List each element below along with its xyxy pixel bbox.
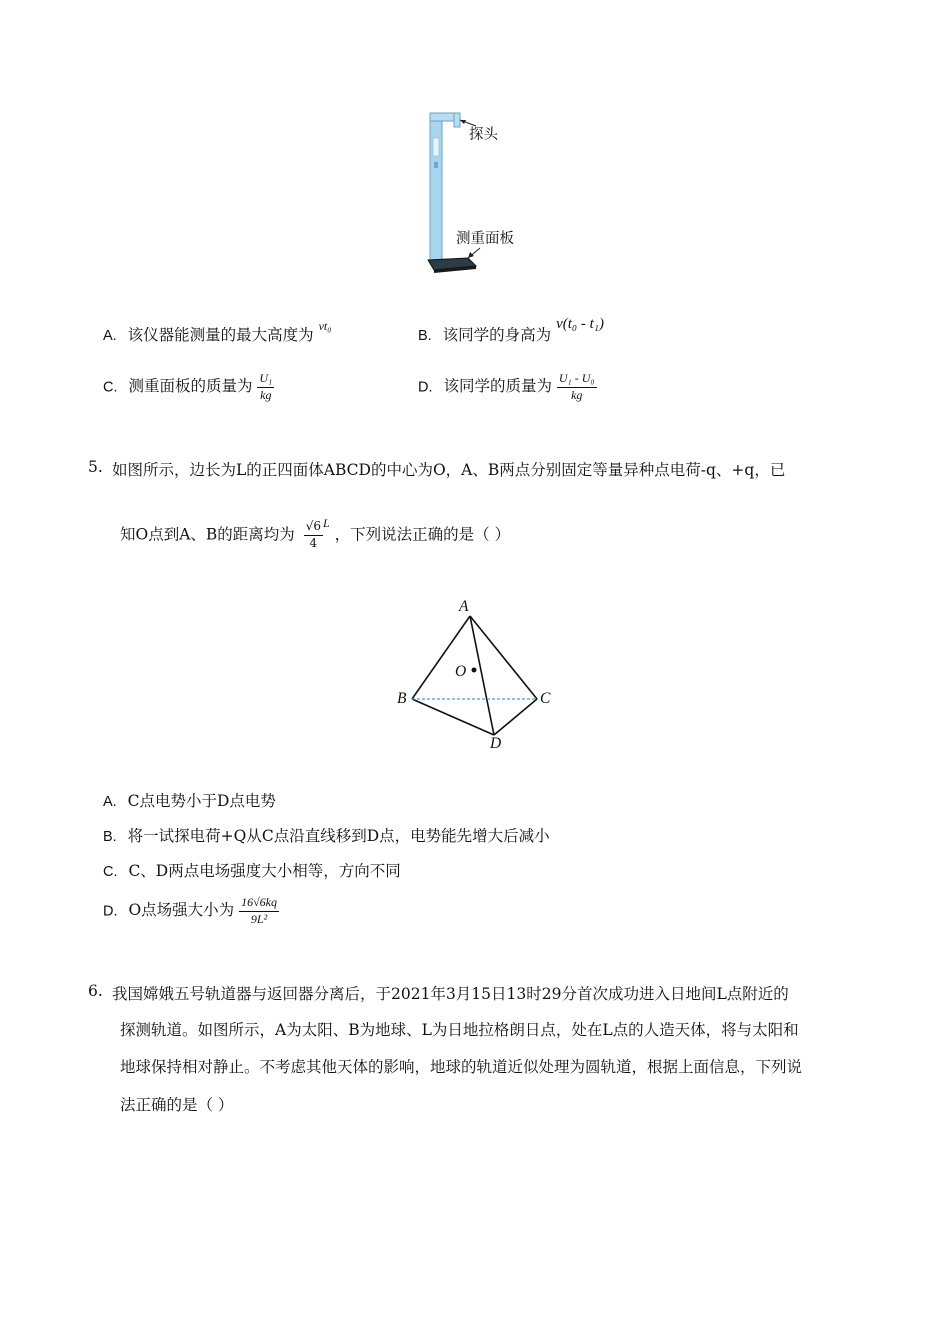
q5-option-d bbox=[103, 896, 279, 927]
vertex-label-b: B bbox=[397, 690, 407, 707]
option-letter: A. bbox=[103, 794, 117, 810]
edge-bd bbox=[412, 699, 494, 735]
fraction-numerator: √6 bbox=[304, 520, 323, 536]
option-text: 该仪器能测量的最大高度为 bbox=[127, 326, 314, 344]
edge-ac bbox=[470, 616, 537, 699]
q5-option-a bbox=[103, 789, 276, 811]
option-text: O点场强大小为 bbox=[128, 901, 235, 920]
option-text: 该同学的质量为 bbox=[443, 377, 552, 396]
stem-text: 知O点到A、B的距离均为 bbox=[120, 525, 295, 544]
center-point-o bbox=[472, 668, 477, 673]
fraction-denominator: 4 bbox=[309, 535, 318, 550]
q4-option-c bbox=[103, 372, 274, 403]
option-letter: C. bbox=[103, 864, 118, 880]
edge-ab bbox=[412, 616, 470, 699]
q5-stem-line1: 如图所示，边长为L的正四面体ABCD的中心为O，A、B两点分别固定等量异种点电荷-q、+q，已 bbox=[112, 461, 786, 479]
option-letter: D. bbox=[103, 903, 118, 920]
fraction-suffix: L bbox=[323, 516, 330, 531]
vertex-label-o: O bbox=[455, 663, 467, 680]
q5-number: 5. bbox=[88, 458, 103, 476]
option-letter: C. bbox=[103, 379, 118, 396]
q6-line1: 我国嫦娥五号轨道器与返回器分离后，于2021年3月15日13时29分首次成功进入日地间L点附近的 bbox=[112, 985, 789, 1003]
option-text: C点电势小于D点电势 bbox=[127, 792, 276, 810]
vertex-label-d: D bbox=[490, 735, 502, 752]
option-expression: v(t₀ - t₁) bbox=[556, 316, 605, 332]
option-text: 该同学的身高为 bbox=[442, 326, 552, 344]
q5-option-b bbox=[103, 824, 550, 846]
q6-number: 6. bbox=[88, 982, 103, 1000]
q5-option-c bbox=[103, 859, 401, 881]
q4-option-d bbox=[418, 372, 597, 403]
option-text: 测重面板的质量为 bbox=[128, 377, 253, 396]
fraction-numerator: U₁ - U₀ bbox=[557, 372, 597, 388]
probe-label: 探头 bbox=[469, 127, 498, 143]
field-strength-fraction bbox=[239, 896, 279, 927]
q6-line4: 法正确的是（ ） bbox=[120, 1096, 234, 1114]
option-letter: B. bbox=[418, 328, 432, 344]
q6-line3: 地球保持相对静止。不考虑其他天体的影响，地球的轨道近似处理为圆轨道，根据上面信息，下列说 bbox=[120, 1058, 803, 1076]
option-expression: vt₀ bbox=[318, 319, 332, 333]
q4-option-b bbox=[418, 316, 605, 345]
distance-fraction bbox=[304, 520, 323, 551]
option-letter: B. bbox=[103, 829, 117, 845]
edge-cd bbox=[494, 699, 537, 735]
fraction-denominator: kg bbox=[571, 387, 583, 402]
q6-line2: 探测轨道。如图所示，A为太阳、B为地球、L为日地拉格朗日点，处在L点的人造天体，将与太阳和 bbox=[120, 1021, 799, 1039]
option-letter: D. bbox=[418, 379, 433, 396]
option-text: 将一试探电荷+Q从C点沿直线移到D点，电势能先增大后减小 bbox=[127, 827, 550, 845]
weight-panel-label: 测重面板 bbox=[456, 231, 514, 247]
option-letter: A. bbox=[103, 328, 117, 344]
tetrahedron-figure bbox=[390, 596, 560, 756]
edge-ad bbox=[470, 616, 494, 735]
stem-text: ，下列说法正确的是（ ） bbox=[334, 525, 511, 544]
tetrahedron-diagram bbox=[390, 596, 560, 756]
option-fraction bbox=[557, 372, 597, 403]
vertex-label-c: C bbox=[540, 690, 551, 707]
fraction-denominator: 9L² bbox=[250, 911, 268, 926]
vertex-label-a: A bbox=[459, 598, 469, 615]
fraction-denominator: kg bbox=[260, 387, 272, 402]
fraction-numerator: 16√6kq bbox=[239, 896, 279, 912]
option-text: C、D两点电场强度大小相等，方向不同 bbox=[128, 862, 401, 880]
q4-option-a bbox=[103, 319, 332, 345]
q5-stem-line2 bbox=[120, 516, 511, 551]
option-fraction bbox=[257, 372, 274, 403]
fraction-numerator: U₁ bbox=[257, 372, 274, 388]
